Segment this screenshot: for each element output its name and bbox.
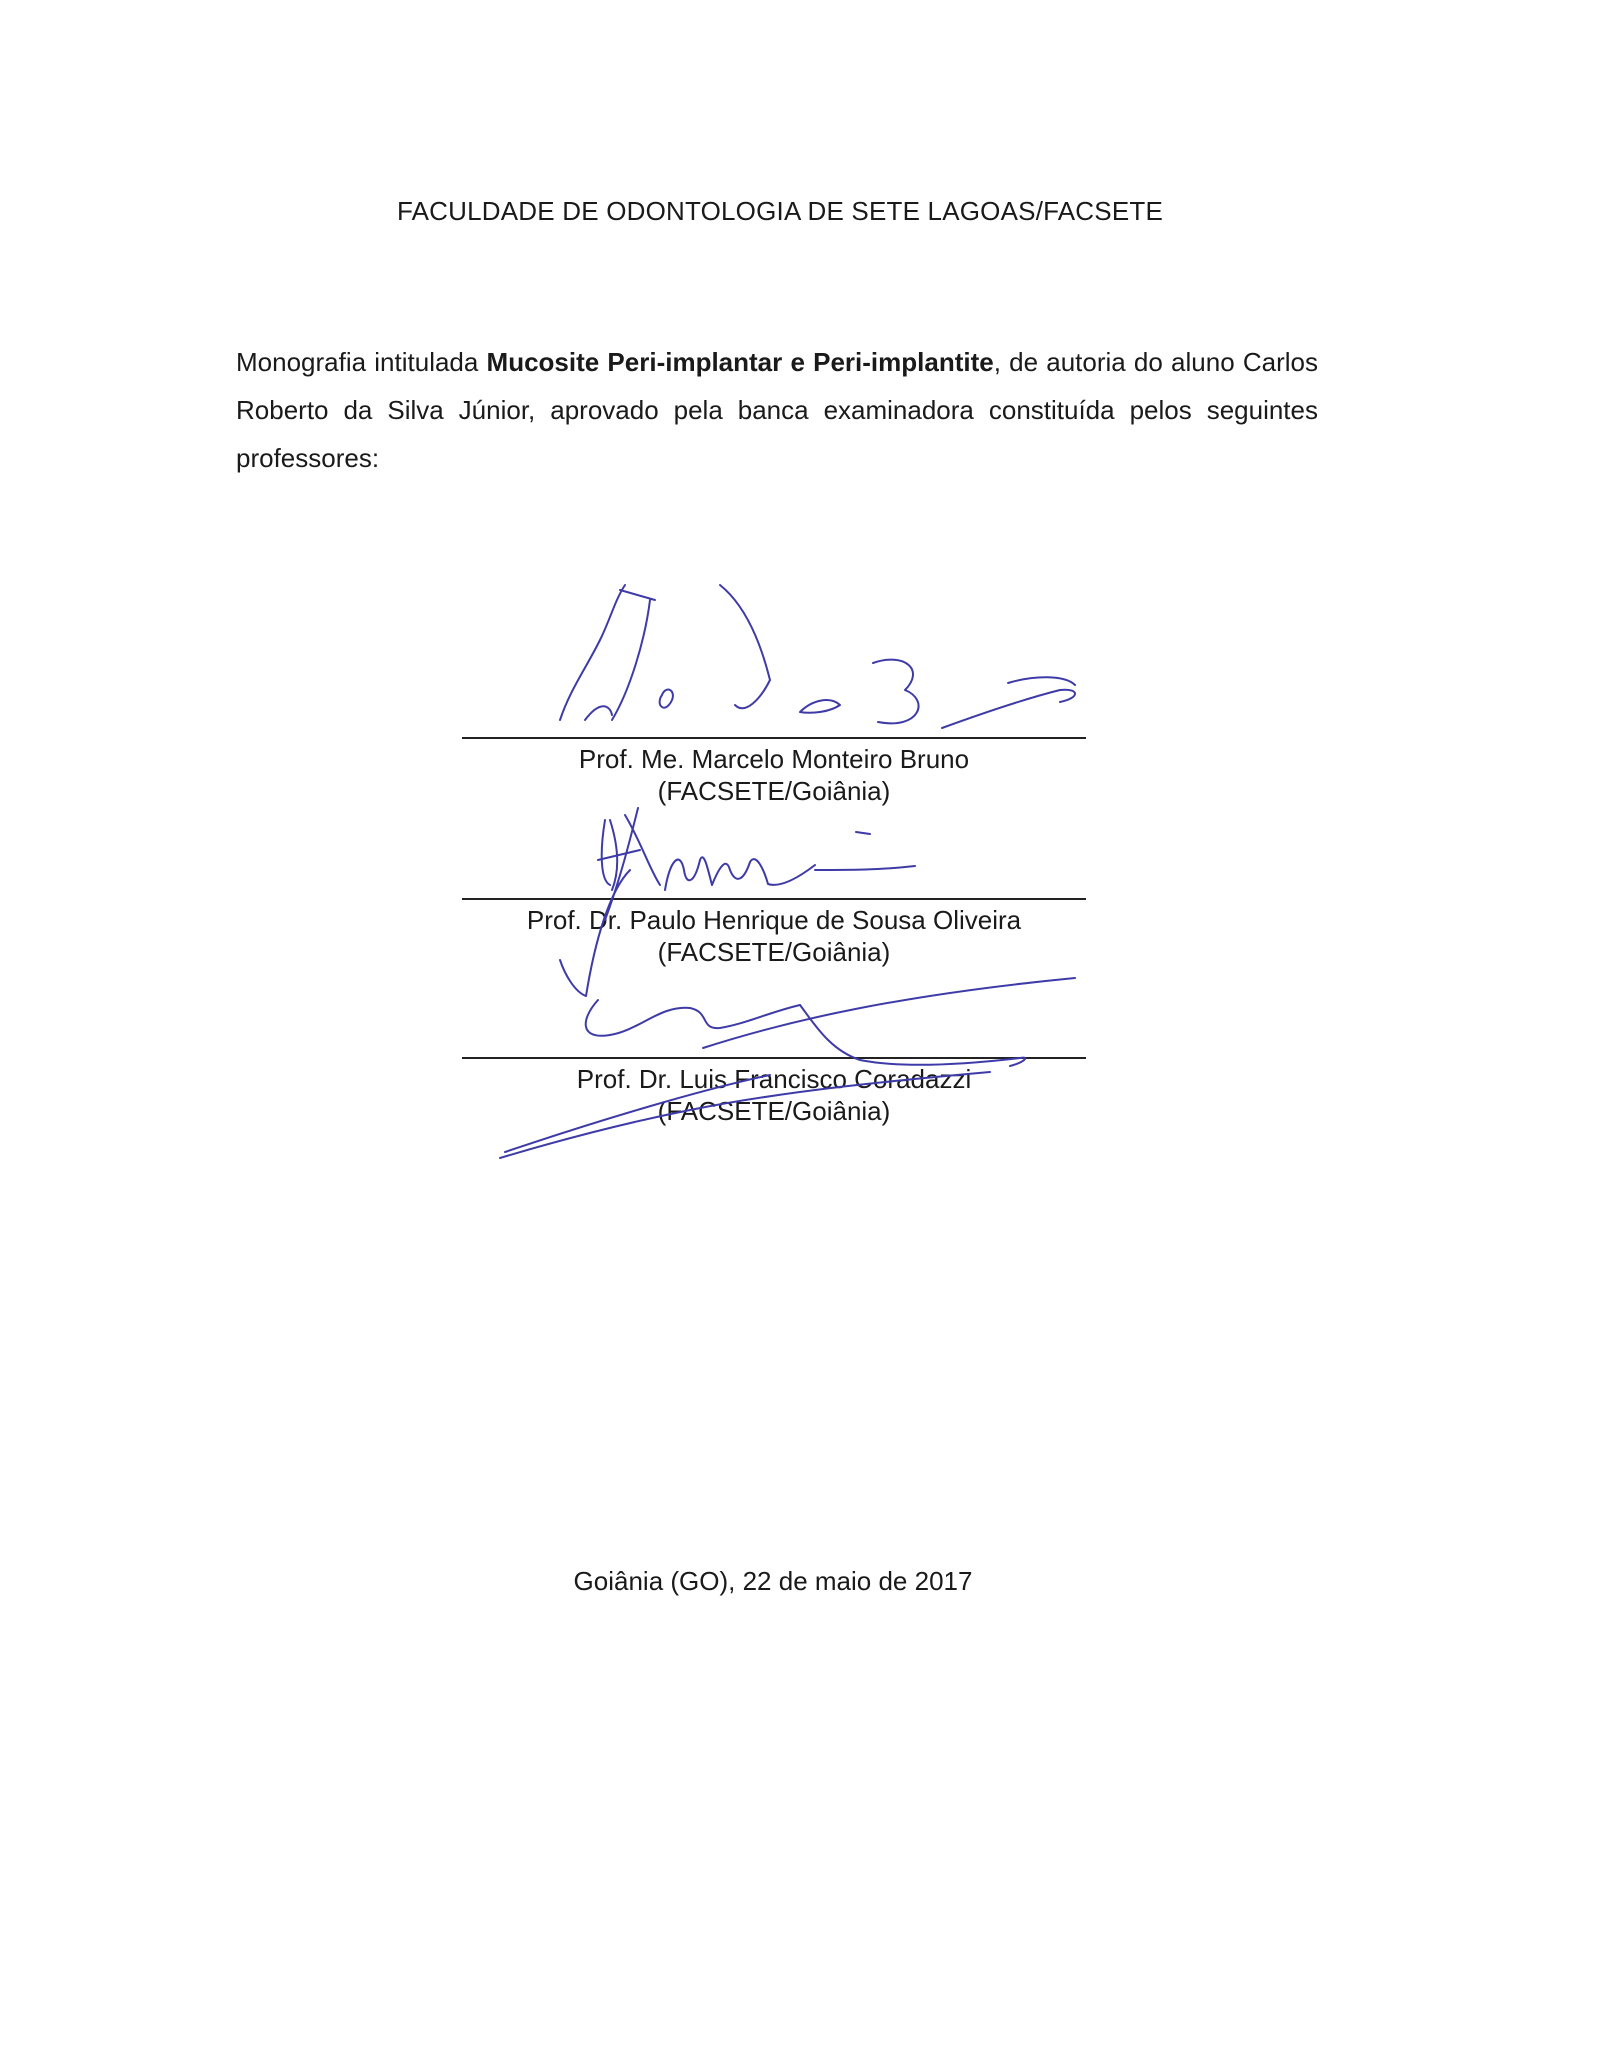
examiner-affiliation: (FACSETE/Goiânia)	[657, 937, 891, 967]
place-date: Goiânia (GO), 22 de maio de 2017	[573, 1566, 973, 1596]
statement-suffix: , de autoria do aluno Carlos Roberto da Silva Júnior, aprovado pela banca examinadora constituída pelos seguintes professores:	[236, 347, 1318, 473]
examiner-name: Prof. Dr. Paulo Henrique de Sousa Oliveira	[526, 905, 1022, 935]
signature-line	[462, 737, 1086, 739]
examiner-affiliation: (FACSETE/Goiânia)	[657, 1096, 891, 1126]
examiner-affiliation: (FACSETE/Goiânia)	[657, 776, 891, 806]
approval-statement	[236, 338, 1318, 482]
examiner-block-3	[462, 1057, 1086, 1127]
examiner-block-2	[462, 898, 1086, 968]
examiner-block-1	[462, 737, 1086, 807]
signature-line	[462, 1057, 1086, 1059]
statement-prefix: Monografia intitulada	[236, 347, 487, 377]
institution-header: FACULDADE DE ODONTOLOGIA DE SETE LAGOAS/FACSETE	[396, 196, 1163, 226]
monograph-title: Mucosite Peri-implantar e Peri-implantite	[486, 347, 994, 377]
signature-line	[462, 898, 1086, 900]
signature-1	[560, 585, 1075, 728]
examiner-name: Prof. Dr. Luis Francisco Coradazzi	[576, 1064, 972, 1094]
examiner-name: Prof. Me. Marcelo Monteiro Bruno	[578, 744, 970, 774]
